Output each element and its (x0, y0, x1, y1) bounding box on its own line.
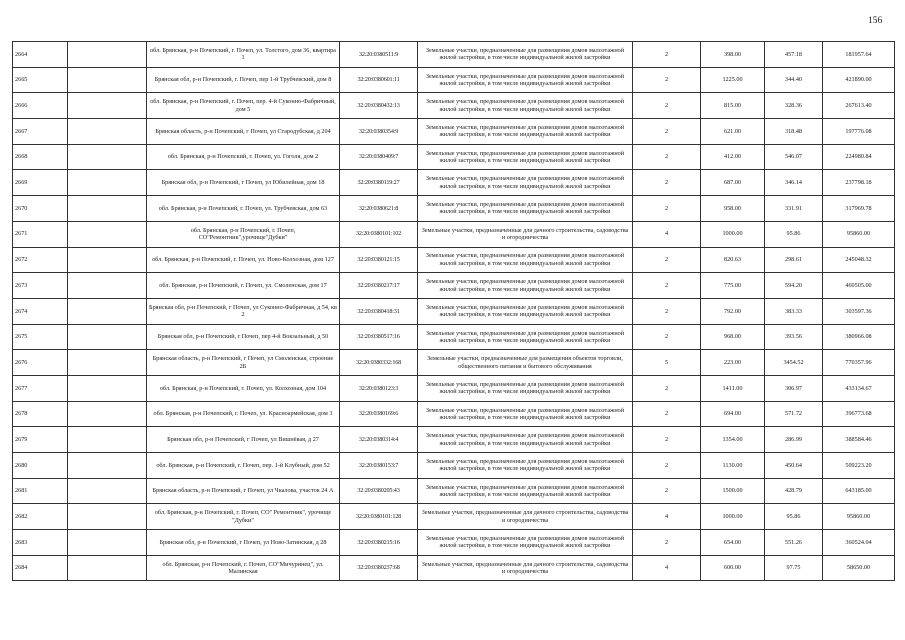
cadastral-number-cell: 32:20:0380332:168 (340, 350, 418, 376)
area-cell: 621.00 (701, 119, 765, 145)
area-cell: 1354.00 (701, 427, 765, 453)
specific-value-cell: 298.61 (765, 247, 823, 273)
address-cell: Брянская обл, р-н Почепский, г Почеп, ул Вишнёвая, д 27 (147, 427, 340, 453)
specific-value-cell: 344.40 (765, 67, 823, 93)
land-use-cell: Земельные участки, предназначенные для размещения домов малоэтажной жилой застройки, в том числе индивидуальной жилой застройки (418, 144, 633, 170)
specific-value-cell: 95.86 (765, 221, 823, 247)
row-number: 2682 (13, 504, 68, 530)
specific-value-cell: 594.20 (765, 273, 823, 299)
cadastral-value-cell: 396773.68 (823, 401, 895, 427)
cadastral-value-cell: 433134.67 (823, 375, 895, 401)
empty-cell (68, 427, 147, 453)
area-cell: 687.00 (701, 170, 765, 196)
address-cell: Брянская обл, р-н Почепский, г. Почеп, пер 1-й Трубчевский, дом 8 (147, 67, 340, 93)
area-cell: 398.00 (701, 42, 765, 68)
address-cell: обл. Брянская, р-н Почепский, г. Почеп, ул. Колхозная, дом 104 (147, 375, 340, 401)
row-number: 2679 (13, 427, 68, 453)
land-use-cell: Земельные участки, предназначенные для размещения домов малоэтажной жилой застройки, в том числе индивидуальной жилой застройки (418, 196, 633, 222)
cadastral-number-cell: 32:20:0380237:68 (340, 555, 418, 581)
cadastral-number-cell: 32:20:0380418:31 (340, 298, 418, 324)
cadastral-value-cell: 58650.00 (823, 555, 895, 581)
address-cell: обл. Брянская, р-н Почепский, г. Почеп, СО"Мичуринец", ул. Малинская (147, 555, 340, 581)
table-row (13, 530, 895, 556)
row-number: 2666 (13, 93, 68, 119)
specific-value-cell: 331.91 (765, 196, 823, 222)
specific-value-cell: 328.36 (765, 93, 823, 119)
row-number: 2677 (13, 375, 68, 401)
group-cell: 2 (633, 427, 701, 453)
specific-value-cell: 286.99 (765, 427, 823, 453)
table-row (13, 324, 895, 350)
group-cell: 2 (633, 144, 701, 170)
land-use-cell: Земельные участки, предназначенные для размещения домов малоэтажной жилой застройки, в том числе индивидуальной жилой застройки (418, 67, 633, 93)
address-cell: обл. Брянская, р-н Почепский, г. Почеп, ул. Красноармейская, дом 3 (147, 401, 340, 427)
cadastral-value-cell: 197776.08 (823, 119, 895, 145)
area-cell: 223.00 (701, 350, 765, 376)
area-cell: 1000.00 (701, 221, 765, 247)
group-cell: 4 (633, 555, 701, 581)
empty-cell (68, 67, 147, 93)
area-cell: 815.00 (701, 93, 765, 119)
cadastral-value-cell: 237798.18 (823, 170, 895, 196)
table-row (13, 401, 895, 427)
table-row (13, 119, 895, 145)
specific-value-cell: 457.18 (765, 42, 823, 68)
row-number: 2667 (13, 119, 68, 145)
area-cell: 1225.00 (701, 67, 765, 93)
row-number: 2668 (13, 144, 68, 170)
cadastral-value-cell: 770357.96 (823, 350, 895, 376)
cadastral-value-cell: 224980.84 (823, 144, 895, 170)
area-cell: 958.00 (701, 196, 765, 222)
cadastral-number-cell: 32:20:0380121:15 (340, 247, 418, 273)
row-number: 2669 (13, 170, 68, 196)
land-use-cell: Земельные участки, предназначенные для размещения домов малоэтажной жилой застройки, в том числе индивидуальной жилой застройки (418, 273, 633, 299)
row-number: 2673 (13, 273, 68, 299)
land-use-cell: Земельные участки, предназначенные для размещения домов малоэтажной жилой застройки, в том числе индивидуальной жилой застройки (418, 375, 633, 401)
cadastral-value-cell: 317969.78 (823, 196, 895, 222)
table-row (13, 478, 895, 504)
address-cell: обл. Брянская, р-н Почепский, г. Почеп, ул. Смоленская, дом 17 (147, 273, 340, 299)
group-cell: 2 (633, 375, 701, 401)
address-cell: обл. Брянская, р-н Почепский, г. Почеп, ул. Ново-Колхозная, дом 127 (147, 247, 340, 273)
specific-value-cell: 428.79 (765, 478, 823, 504)
empty-cell (68, 273, 147, 299)
land-use-cell: Земельные участки, предназначенные для размещения домов малоэтажной жилой застройки, в том числе индивидуальной жилой застройки (418, 324, 633, 350)
cadastral-number-cell: 32:20:0380409:7 (340, 144, 418, 170)
empty-cell (68, 350, 147, 376)
row-number: 2675 (13, 324, 68, 350)
address-cell: обл. Брянская, р-н Почепский, г. Почеп, СО" Ремонтник", урочище "Дубки" (147, 504, 340, 530)
empty-cell (68, 375, 147, 401)
address-cell: обл. Брянская, р-н Почепский, г. Почеп, пер. 4-й Суконно-Фабричный, дом 5 (147, 93, 340, 119)
cadastral-value-cell: 380966.08 (823, 324, 895, 350)
group-cell: 2 (633, 530, 701, 556)
land-use-cell: Земельные участки, предназначенные для размещения домов малоэтажной жилой застройки, в том числе индивидуальной жилой застройки (418, 530, 633, 556)
cadastral-number-cell: 32:20:0380432:13 (340, 93, 418, 119)
area-cell: 968.00 (701, 324, 765, 350)
table-row (13, 170, 895, 196)
specific-value-cell: 318.48 (765, 119, 823, 145)
empty-cell (68, 504, 147, 530)
row-number: 2671 (13, 221, 68, 247)
address-cell: Брянская обл, р-н Почепский, г Почеп, ул Суконно-Фабричная, д 54, кв 2 (147, 298, 340, 324)
land-use-cell: Земельные участки, предназначенные для дачного строительства, садоводства и огородничества (418, 555, 633, 581)
empty-cell (68, 555, 147, 581)
land-use-cell: Земельные участки, предназначенные для дачного строительства, садоводства и огородничества (418, 504, 633, 530)
table-row (13, 453, 895, 479)
address-cell: Брянская обл, р-н Почепский, г Почеп, ул Юбилейная, дом 18 (147, 170, 340, 196)
address-cell: Брянская обл, р-н Почепский, г Почеп, ул Ново-Затинская, д 28 (147, 530, 340, 556)
address-cell: обл. Брянская, р-н Почепский, г. Почеп, ул. Трубчевская, дом 63 (147, 196, 340, 222)
area-cell: 654.00 (701, 530, 765, 556)
area-cell: 600.00 (701, 555, 765, 581)
cadastral-value-cell: 95860.00 (823, 221, 895, 247)
land-use-cell: Земельные участки, предназначенные для размещения домов малоэтажной жилой застройки, в том числе индивидуальной жилой застройки (418, 119, 633, 145)
row-number: 2681 (13, 478, 68, 504)
cadastral-number-cell: 32:20:0380153:7 (340, 453, 418, 479)
table-row (13, 298, 895, 324)
group-cell: 2 (633, 196, 701, 222)
land-use-cell: Земельные участки, предназначенные для размещения домов малоэтажной жилой застройки, в том числе индивидуальной жилой застройки (418, 247, 633, 273)
group-cell: 2 (633, 93, 701, 119)
address-cell: обл. Брянская, р-н Почепский, г. Почеп, пер. 1-й Клубный, дом 52 (147, 453, 340, 479)
address-cell: обл. Брянская, р-н Почепский, г. Почеп, ул. Гоголя, дом 2 (147, 144, 340, 170)
table-row (13, 555, 895, 581)
empty-cell (68, 196, 147, 222)
cadastral-value-cell: 388584.46 (823, 427, 895, 453)
cadastral-number-cell: 32:20:0380205:43 (340, 478, 418, 504)
address-cell: Брянская область, р-н Почепский, г Почеп, ул Чкалова, участок 24 А (147, 478, 340, 504)
page-number: 156 (868, 16, 883, 26)
land-use-cell: Земельные участки, предназначенные для размещения домов малоэтажной жилой застройки, в том числе индивидуальной жилой застройки (418, 170, 633, 196)
row-number: 2678 (13, 401, 68, 427)
row-number: 2676 (13, 350, 68, 376)
address-cell: обл. Брянская, р-н Почепский, г. Почеп, СО"Ремонтник",урочище"Дубки" (147, 221, 340, 247)
group-cell: 2 (633, 119, 701, 145)
group-cell: 2 (633, 298, 701, 324)
specific-value-cell: 393.56 (765, 324, 823, 350)
area-cell: 820.63 (701, 247, 765, 273)
empty-cell (68, 324, 147, 350)
land-use-cell: Земельные участки, предназначенные для размещения домов малоэтажной жилой застройки, в том числе индивидуальной жилой застройки (418, 298, 633, 324)
row-number: 2670 (13, 196, 68, 222)
cadastral-value-cell: 360524.04 (823, 530, 895, 556)
table-row (13, 350, 895, 376)
table-row (13, 504, 895, 530)
cadastral-number-cell: 32:20:0380123:3 (340, 375, 418, 401)
empty-cell (68, 478, 147, 504)
cadastral-value-cell: 181957.64 (823, 42, 895, 68)
group-cell: 2 (633, 247, 701, 273)
empty-cell (68, 530, 147, 556)
group-cell: 2 (633, 67, 701, 93)
cadastral-value-cell: 303597.36 (823, 298, 895, 324)
empty-cell (68, 119, 147, 145)
cadastral-value-cell: 460505.00 (823, 273, 895, 299)
cadastral-number-cell: 32:20:0380354:9 (340, 119, 418, 145)
land-use-cell: Земельные участки, предназначенные для размещения домов малоэтажной жилой застройки, в том числе индивидуальной жилой застройки (418, 427, 633, 453)
empty-cell (68, 93, 147, 119)
cadastral-number-cell: 32:20:0380621:8 (340, 196, 418, 222)
specific-value-cell: 551.26 (765, 530, 823, 556)
group-cell: 5 (633, 350, 701, 376)
specific-value-cell: 95.86 (765, 504, 823, 530)
empty-cell (68, 42, 147, 68)
land-use-cell: Земельные участки, предназначенные для размещения домов малоэтажной жилой застройки, в том числе индивидуальной жилой застройки (418, 401, 633, 427)
table-row (13, 427, 895, 453)
table-row (13, 42, 895, 68)
area-cell: 412.00 (701, 144, 765, 170)
table-row (13, 93, 895, 119)
cadastral-number-cell: 32:20:0380119:27 (340, 170, 418, 196)
row-number: 2683 (13, 530, 68, 556)
land-use-cell: Земельные участки, предназначенные для размещения домов малоэтажной жилой застройки, в том числе индивидуальной жилой застройки (418, 478, 633, 504)
group-cell: 4 (633, 504, 701, 530)
address-cell: обл. Брянская, р-н Почепский, г. Почеп, ул. Толстого, дом 36, квартира 1 (147, 42, 340, 68)
group-cell: 4 (633, 221, 701, 247)
row-number: 2665 (13, 67, 68, 93)
specific-value-cell: 346.14 (765, 170, 823, 196)
group-cell: 2 (633, 478, 701, 504)
table-row (13, 375, 895, 401)
empty-cell (68, 298, 147, 324)
land-use-cell: Земельные участки, предназначенные для размещения домов малоэтажной жилой застройки, в том числе индивидуальной жилой застройки (418, 453, 633, 479)
specific-value-cell: 97.75 (765, 555, 823, 581)
group-cell: 2 (633, 324, 701, 350)
table-row (13, 196, 895, 222)
specific-value-cell: 383.33 (765, 298, 823, 324)
table-row (13, 273, 895, 299)
area-cell: 792.00 (701, 298, 765, 324)
table-row (13, 221, 895, 247)
area-cell: 1500.00 (701, 478, 765, 504)
empty-cell (68, 170, 147, 196)
table-row (13, 247, 895, 273)
specific-value-cell: 3454.52 (765, 350, 823, 376)
land-use-cell: Земельные участки, предназначенные для дачного строительства, садоводства и огородничества (418, 221, 633, 247)
specific-value-cell: 450.64 (765, 453, 823, 479)
cadastral-number-cell: 32:20:0380601:11 (340, 67, 418, 93)
cadastral-number-cell: 32:20:0380101:102 (340, 221, 418, 247)
group-cell: 2 (633, 170, 701, 196)
group-cell: 2 (633, 453, 701, 479)
empty-cell (68, 221, 147, 247)
cadastral-value-cell: 95860.00 (823, 504, 895, 530)
cadastral-number-cell: 32:20:0380511:9 (340, 42, 418, 68)
address-cell: Брянская обл, р-н Почепский, г Почеп, пер 4-й Вокзальный, д 50 (147, 324, 340, 350)
cadastral-value-cell: 643185.00 (823, 478, 895, 504)
empty-cell (68, 401, 147, 427)
specific-value-cell: 571.72 (765, 401, 823, 427)
row-number: 2684 (13, 555, 68, 581)
area-cell: 1130.00 (701, 453, 765, 479)
cadastral-value-table (12, 41, 895, 581)
cadastral-number-cell: 32:20:0380314:4 (340, 427, 418, 453)
group-cell: 2 (633, 273, 701, 299)
row-number: 2674 (13, 298, 68, 324)
land-use-cell: Земельные участки, предназначенные для размещения объектов торговли, общественного питания и бытового обслуживания (418, 350, 633, 376)
cadastral-number-cell: 32:20:0380215:16 (340, 530, 418, 556)
group-cell: 2 (633, 42, 701, 68)
cadastral-value-cell: 267613.40 (823, 93, 895, 119)
empty-cell (68, 144, 147, 170)
area-cell: 1000.00 (701, 504, 765, 530)
address-cell: Брянская область, р-н Почепский, г Почеп, ул Смоленская, строение 2Б (147, 350, 340, 376)
area-cell: 694.00 (701, 401, 765, 427)
cadastral-number-cell: 32:20:0380217:17 (340, 273, 418, 299)
empty-cell (68, 453, 147, 479)
cadastral-number-cell: 32:20:0380169:6 (340, 401, 418, 427)
cadastral-number-cell: 32:20:0380517:16 (340, 324, 418, 350)
area-cell: 775.00 (701, 273, 765, 299)
row-number: 2664 (13, 42, 68, 68)
land-use-cell: Земельные участки, предназначенные для размещения домов малоэтажной жилой застройки, в том числе индивидуальной жилой застройки (418, 93, 633, 119)
group-cell: 2 (633, 401, 701, 427)
specific-value-cell: 546.07 (765, 144, 823, 170)
cadastral-number-cell: 32:20:0380101:128 (340, 504, 418, 530)
empty-cell (68, 247, 147, 273)
cadastral-value-cell: 421890.00 (823, 67, 895, 93)
address-cell: Брянская область, р-н Почепский, г Почеп, ул Стародубская, д 204 (147, 119, 340, 145)
row-number: 2680 (13, 453, 68, 479)
specific-value-cell: 306.97 (765, 375, 823, 401)
row-number: 2672 (13, 247, 68, 273)
land-use-cell: Земельные участки, предназначенные для размещения домов малоэтажной жилой застройки, в том числе индивидуальной жилой застройки (418, 42, 633, 68)
table-row (13, 144, 895, 170)
cadastral-value-cell: 509223.20 (823, 453, 895, 479)
area-cell: 1411.00 (701, 375, 765, 401)
table-row (13, 67, 895, 93)
cadastral-value-cell: 245048.32 (823, 247, 895, 273)
